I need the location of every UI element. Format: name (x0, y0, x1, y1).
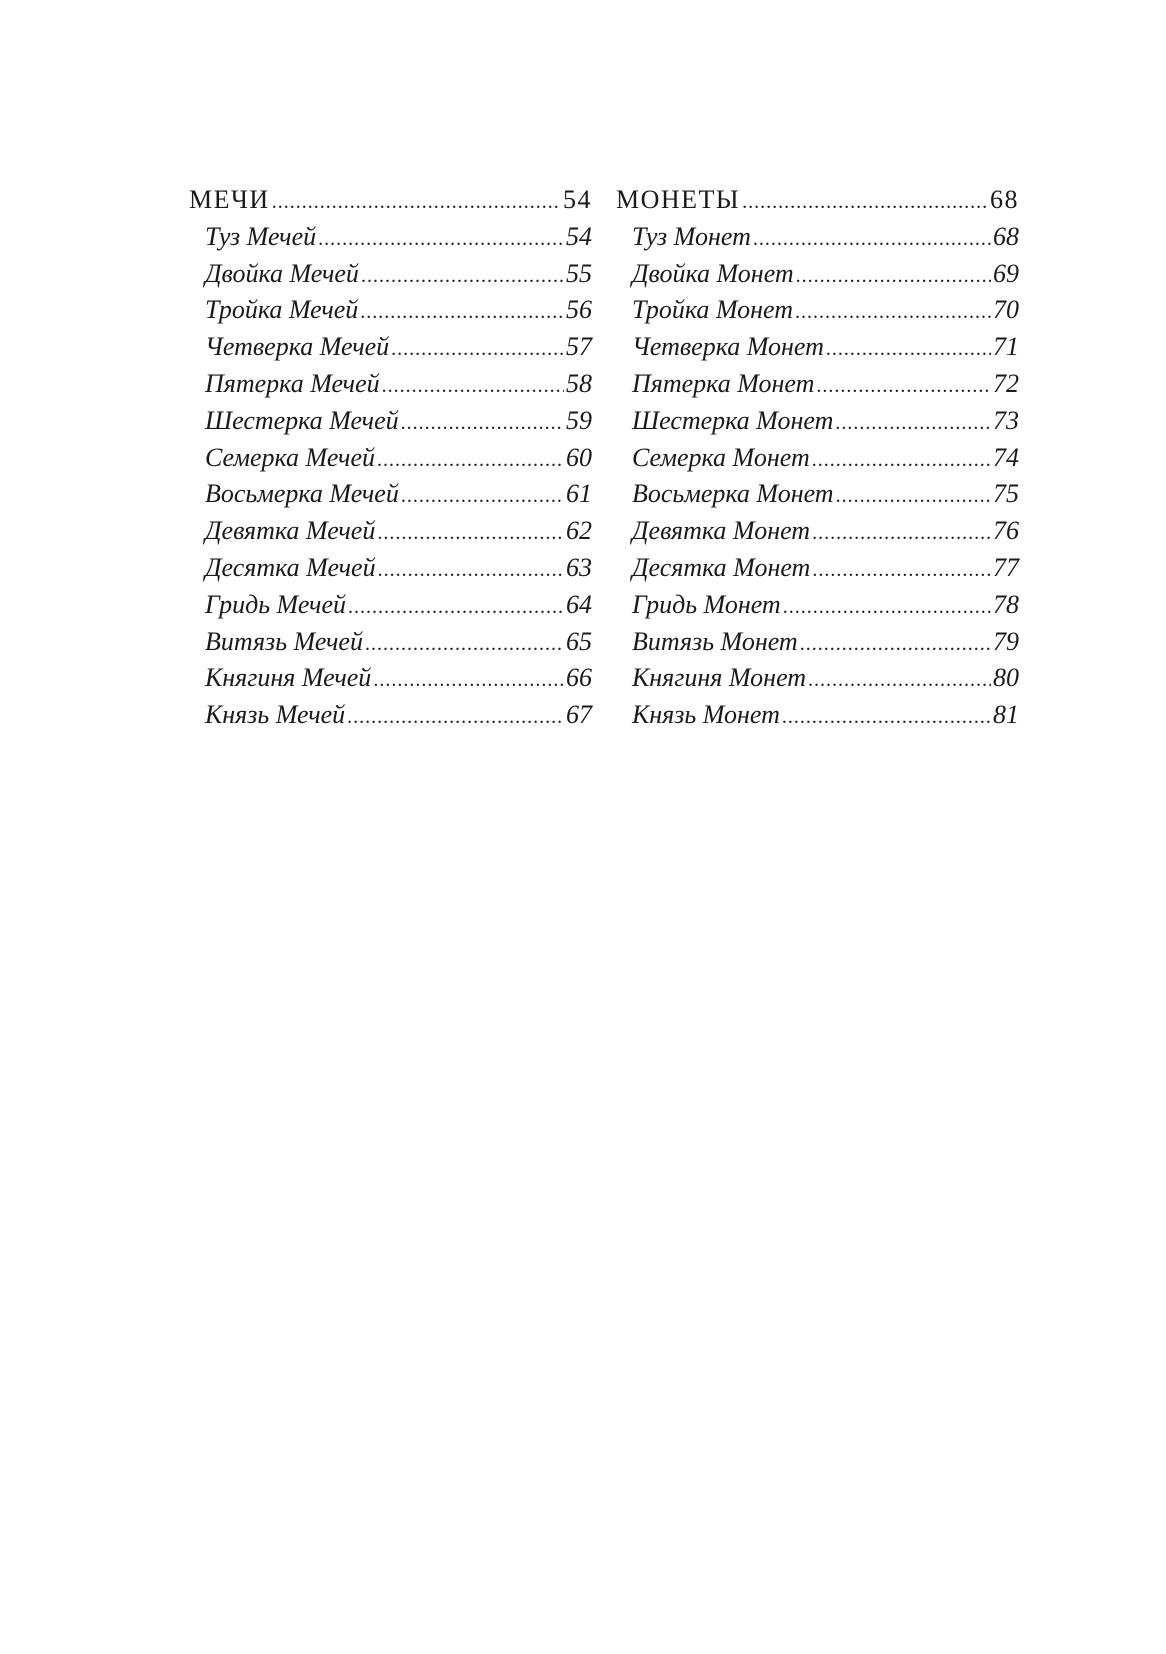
entry-title: Четверка Мечей (205, 332, 390, 362)
toc-entry (189, 660, 592, 697)
toc-entry (189, 550, 592, 587)
dot-leader (391, 331, 564, 368)
page-number: 77 (993, 552, 1019, 582)
toc-entry (616, 660, 1019, 697)
dot-leader (272, 184, 561, 221)
entry-title: Витязь Мечей (205, 626, 363, 656)
toc-entry (189, 587, 592, 624)
entry-title: Гридь Монет (632, 589, 781, 619)
toc-entry (616, 219, 1019, 256)
page-number: 74 (993, 442, 1019, 472)
toc-entry (616, 550, 1019, 587)
entry-title: Пятерка Мечей (205, 368, 380, 398)
entry-title: Князь Монет (632, 700, 780, 730)
page-number: 64 (566, 589, 592, 619)
dot-leader (753, 221, 991, 258)
dot-leader (347, 699, 564, 736)
page-number: 72 (993, 368, 1019, 398)
page-number: 55 (566, 258, 592, 288)
toc-entry (616, 587, 1019, 624)
dot-leader (361, 258, 564, 295)
entry-title: Тройка Монет (632, 295, 793, 325)
toc-section-heading (189, 182, 592, 219)
page-number: 68 (990, 185, 1019, 214)
entry-title: Туз Мечей (205, 221, 317, 251)
dot-leader (401, 405, 564, 442)
dot-leader (812, 442, 991, 479)
entry-title: Десятка Мечей (205, 552, 376, 582)
dot-leader (401, 478, 564, 515)
dot-leader (782, 699, 991, 736)
dot-leader (812, 552, 991, 589)
entry-title: Восьмерка Монет (632, 479, 834, 509)
page-number: 80 (993, 663, 1019, 693)
entry-title: Туз Монет (632, 221, 751, 251)
page-number: 57 (566, 332, 592, 362)
page-number: 75 (993, 479, 1019, 509)
entry-title: Девятка Монет (632, 516, 811, 546)
toc-entry (616, 476, 1019, 513)
dot-leader (836, 478, 991, 515)
dot-leader (783, 589, 991, 626)
toc-entry (189, 440, 592, 477)
page-number: 67 (566, 700, 592, 730)
toc-entry (189, 697, 592, 734)
entry-title: Гридь Мечей (205, 589, 346, 619)
dot-leader (795, 294, 991, 331)
dot-leader (377, 515, 564, 552)
page-number: 62 (566, 516, 592, 546)
page-number: 70 (993, 295, 1019, 325)
dot-leader (796, 258, 991, 295)
toc-entry (616, 513, 1019, 550)
toc-entry (189, 476, 592, 513)
toc-entry (189, 292, 592, 329)
dot-leader (742, 184, 988, 221)
entry-title: Девятка Мечей (205, 516, 376, 546)
toc-entry (189, 624, 592, 661)
dot-leader (318, 221, 564, 258)
dot-leader (373, 662, 564, 699)
page-number: 61 (566, 479, 592, 509)
toc-entry (189, 329, 592, 366)
entry-title: Тройка Мечей (205, 295, 359, 325)
toc-entry (189, 256, 592, 293)
toc-entry (189, 366, 592, 403)
toc-entry (616, 403, 1019, 440)
toc-entry (616, 624, 1019, 661)
section-title: МОНЕТЫ (616, 185, 741, 214)
toc-section-heading (616, 182, 1019, 219)
page-number: 76 (993, 516, 1019, 546)
page-number: 56 (566, 295, 592, 325)
dot-leader (835, 405, 991, 442)
page-number: 78 (993, 589, 1019, 619)
dot-leader (800, 626, 991, 663)
page-number: 81 (993, 700, 1019, 730)
page-number: 54 (566, 221, 592, 251)
entry-title: Двойка Монет (632, 258, 794, 288)
dot-leader (377, 442, 564, 479)
entry-title: Восьмерка Мечей (205, 479, 399, 509)
page-number: 60 (566, 442, 592, 472)
dot-leader (382, 368, 564, 405)
entry-title: Семерка Мечей (205, 442, 375, 472)
entry-title: Семерка Монет (632, 442, 810, 472)
page-number: 68 (993, 221, 1019, 251)
page-number: 69 (993, 258, 1019, 288)
entry-title: Шестерка Мечей (205, 405, 399, 435)
dot-leader (808, 662, 991, 699)
dot-leader (348, 589, 564, 626)
dot-leader (826, 331, 991, 368)
dot-leader (816, 368, 991, 405)
toc-entry (189, 513, 592, 550)
page-number: 63 (566, 552, 592, 582)
entry-title: Шестерка Монет (632, 405, 834, 435)
page-number: 54 (563, 185, 592, 214)
dot-leader (812, 515, 991, 552)
dot-leader (378, 552, 564, 589)
entry-title: Двойка Мечей (205, 258, 359, 288)
dot-leader (360, 294, 564, 331)
page-number: 71 (993, 332, 1019, 362)
toc-entry (616, 256, 1019, 293)
toc-entry (616, 697, 1019, 734)
entry-title: Княгиня Мечей (205, 663, 372, 693)
toc-column-coins (616, 182, 1019, 734)
toc-column-swords (189, 182, 592, 734)
page-number: 59 (566, 405, 592, 435)
toc-entry (616, 366, 1019, 403)
entry-title: Витязь Монет (632, 626, 798, 656)
entry-title: Князь Мечей (205, 700, 346, 730)
toc-entry (189, 403, 592, 440)
entry-title: Княгиня Монет (632, 663, 807, 693)
toc-entry (189, 219, 592, 256)
page-number: 66 (566, 663, 592, 693)
page-number: 58 (566, 368, 592, 398)
section-title: МЕЧИ (189, 185, 270, 214)
toc-entry (616, 292, 1019, 329)
page-number: 65 (566, 626, 592, 656)
toc-entry (616, 329, 1019, 366)
entry-title: Пятерка Монет (632, 368, 815, 398)
page-number: 79 (993, 626, 1019, 656)
entry-title: Четверка Монет (632, 332, 824, 362)
toc-entry (616, 440, 1019, 477)
dot-leader (365, 626, 564, 663)
entry-title: Десятка Монет (632, 552, 811, 582)
page-number: 73 (993, 405, 1019, 435)
